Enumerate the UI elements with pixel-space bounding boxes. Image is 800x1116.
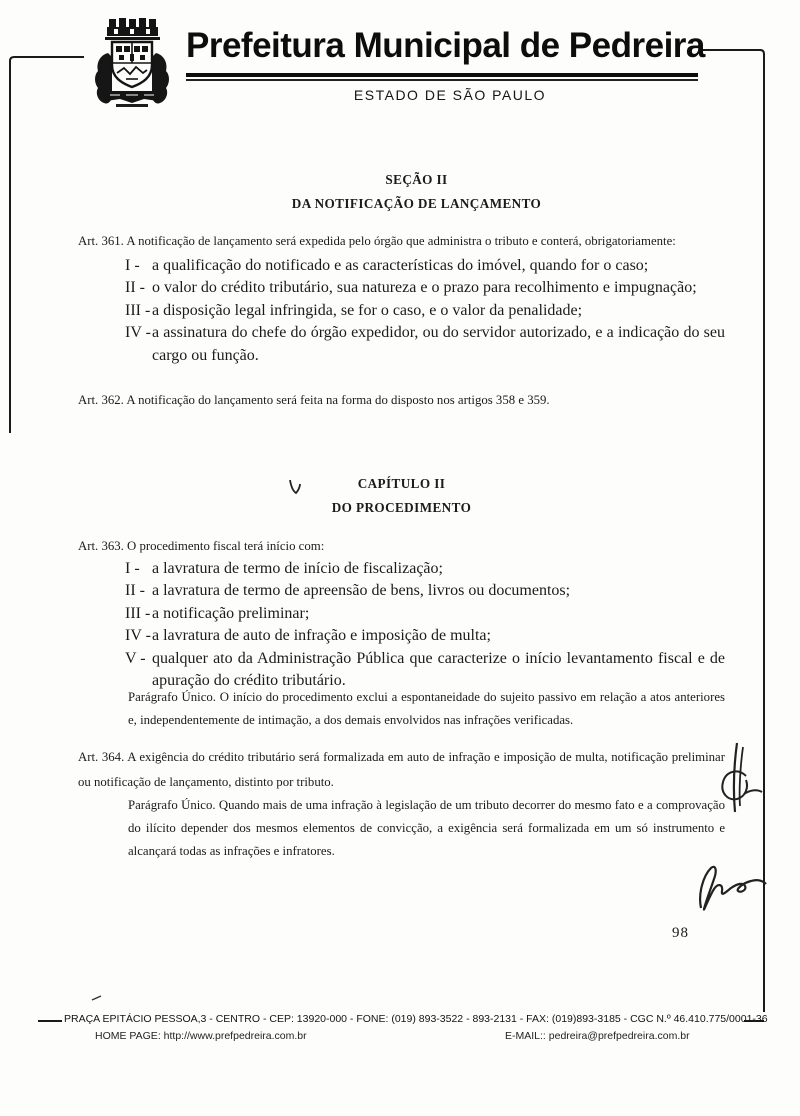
- list-item: [125, 322, 725, 367]
- footer-email-label: E-MAIL::: [505, 1030, 546, 1042]
- footer-homepage-url: http://www.prefpedreira.com.br: [163, 1030, 307, 1042]
- footer-address-line: PRAÇA EPITÁCIO PESSOA,3 - CENTRO - CEP: 13920-000 - FONE: (019) 893-3522 - 893-2131 - FAX: (019)893-3185 - CGC N.º 46.410.775/0001-36: [64, 1013, 768, 1025]
- item-text: a disposição legal infringida, se for o caso, e o valor da penalidade;: [152, 301, 583, 319]
- handwritten-annotation: [722, 743, 762, 812]
- section-2-subtitle: DA NOTIFICAÇÃO DE LANÇAMENTO: [291, 196, 542, 211]
- list-item: [125, 255, 725, 277]
- item-text: a lavratura de termo de apreensão de bens, livros ou documentos;: [152, 582, 571, 600]
- item-numeral: III -: [125, 301, 151, 319]
- item-text: a assinatura do chefe do órgão expedidor, ou do servidor autorizado, e a indicação do seu cargo ou função.: [152, 324, 725, 364]
- article-364-intro: Art. 364. A exigência do crédito tributário será formalizada em auto de infração e imposição de multa, notificação preliminar ou notificação de lançamento, distinto por tributo.: [78, 750, 725, 789]
- coat-of-arms-logo: [86, 13, 178, 110]
- header-title: Prefeitura Municipal de Pedreira: [186, 26, 705, 65]
- item-text: o valor do crédito tributário, sua natureza e o prazo para recolhimento e impugnação;: [152, 279, 697, 297]
- article-364-paragrafo-unico: Parágrafo Único. Quando mais de uma infração à legislação de um tributo decorrer do mesmo fato e a comprovação do ilícito depender dos mesmos elementos de convicção, a exigência será formalizada em um só instrumento e alcançará todas as infrações e infratores.: [128, 798, 725, 858]
- item-numeral: IV -: [125, 324, 151, 342]
- article-362-text: Art. 362. A notificação do lançamento será feita na forma do disposto nos artigos 358 e 359.: [78, 393, 550, 407]
- article-363-intro: Art. 363. O procedimento fiscal terá início com:: [78, 539, 325, 553]
- item-numeral: III -: [125, 604, 151, 622]
- item-numeral: V -: [125, 649, 146, 667]
- list-item: [125, 558, 725, 580]
- footer-email: [505, 1030, 690, 1042]
- section-2-title: SEÇÃO II: [385, 172, 448, 187]
- list-item: [125, 277, 725, 299]
- title-underline-thin: [186, 79, 698, 81]
- article-361-intro: Art. 361. A notificação de lançamento será expedida pelo órgão que administra o tributo e conterá, obrigatoriamente:: [78, 234, 676, 248]
- item-numeral: I -: [125, 257, 140, 274]
- header-subtitle: ESTADO DE SÃO PAULO: [353, 87, 547, 103]
- item-numeral: I -: [125, 560, 140, 577]
- item-text: a qualificação do notificado e as características do imóvel, quando for o caso;: [152, 257, 649, 274]
- chapter-2-subtitle: DO PROCEDIMENTO: [331, 500, 472, 515]
- signature-scribble: [700, 867, 766, 910]
- item-numeral: II -: [125, 582, 145, 600]
- page-number: 98: [672, 925, 689, 941]
- footer-homepage: [95, 1030, 307, 1042]
- chapter-2-title: CAPÍTULO II: [357, 476, 446, 491]
- item-text: a lavratura de termo de início de fiscalização;: [152, 560, 443, 577]
- item-text: a notificação preliminar;: [152, 604, 310, 622]
- item-numeral: IV -: [125, 627, 151, 645]
- footer-email-address: pedreira@prefpedreira.com.br: [548, 1030, 690, 1042]
- item-text: qualquer ato da Administração Pública que caracterize o início levantamento fiscal e de apuração do crédito tributário.: [152, 649, 725, 690]
- article-363-items: [125, 558, 725, 692]
- list-item: [125, 300, 725, 322]
- list-item: [125, 625, 725, 647]
- article-363-paragrafo-unico: Parágrafo Único. O início do procedimento exclui a espontaneidade do sujeito passivo em relação a atos anteriores e, independentemente de intimação, a dos demais envolvidos nas infrações verificadas.: [128, 690, 725, 727]
- item-text: a lavratura de auto de infração e imposição de multa;: [152, 627, 491, 645]
- item-numeral: II -: [125, 279, 145, 297]
- list-item: [125, 580, 725, 602]
- list-item: [125, 603, 725, 625]
- footer-homepage-label: HOME PAGE:: [95, 1030, 161, 1042]
- article-361-items: [125, 255, 725, 367]
- title-underline-thick: [186, 73, 698, 77]
